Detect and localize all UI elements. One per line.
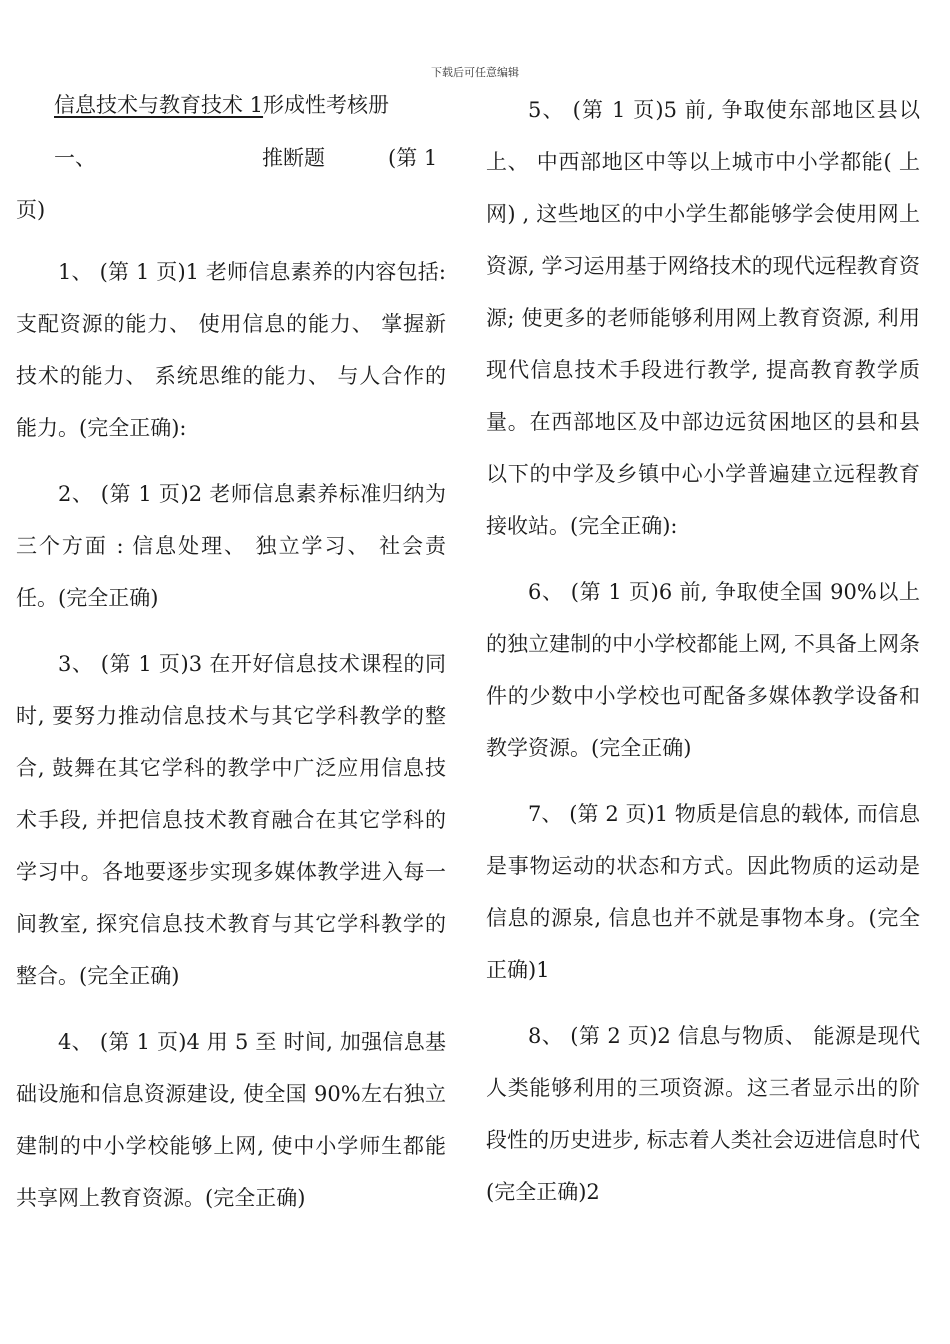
left-column [16, 84, 446, 1238]
section-page-a: (第 1 [388, 146, 438, 170]
question-item: 4、 (第 1 页)4 用 5 至 时间, 加强信息基础设施和信息资源建设, 使全国 90%左右独立建制的中小学校能够上网, 使中小学师生都能共享网上教育资源。(完全正确) [16, 1030, 446, 1210]
question-item: 8、 (第 2 页)2 信息与物质、 能源是现代人类能够利用的三项资源。这三者显示出的阶段性的历史进步, 标志着人类社会迈进信息时代(完全正确)2 [486, 1024, 920, 1204]
title-rest: 形成性考核册 [263, 93, 390, 117]
section-number: 一、 [54, 146, 96, 170]
page-header: 下载后可任意编辑 [431, 66, 519, 79]
question-item: 1、 (第 1 页)1 老师信息素养的内容包括: 支配资源的能力、 使用信息的能力、 掌握新技术的能力、 系统思维的能力、 与人合作的能力。(完全正确): [16, 260, 446, 440]
title-underlined: 信息技术与教育技术 1 [54, 93, 264, 117]
question-item: 2、 (第 1 页)2 老师信息素养标准归纳为三个方面 : 信息处理、 独立学习、 社会责任。(完全正确) [16, 482, 446, 610]
section-page-b: 页) [16, 198, 46, 222]
section-heading [16, 132, 446, 236]
document-title [54, 84, 446, 126]
question-item: 7、 (第 2 页)1 物质是信息的载体, 而信息是事物运动的状态和方式。因此物质的运动是信息的源泉, 信息也并不就是事物本身。(完全正确)1 [486, 802, 920, 982]
section-label: 推断题 [262, 146, 325, 170]
question-item: 6、 (第 1 页)6 前, 争取使全国 90%以上的独立建制的中小学校都能上网, 不具备上网条件的少数中小学校也可配备多媒体教学设备和教学资源。(完全正确) [486, 580, 920, 760]
question-item: 5、 (第 1 页)5 前, 争取使东部地区县以上、 中西部地区中等以上城市中小学都能( 上网) , 这些地区的中小学生都能够学会使用网上资源, 学习运用基于网络技术的现代远程教育资源; 使更多的老师能够利用网上教育资源, 利用现代信息技术手段进行教学, 提高教育教学质量。在西部地区及中部边远贫困地区的县和县以下的中学及乡镇中心小学普遍建立远程教育接收站。(完全正确): [486, 98, 920, 538]
right-column [486, 84, 920, 1232]
question-item: 3、 (第 1 页)3 在开好信息技术课程的同时, 要努力推动信息技术与其它学科教学的整合, 鼓舞在其它学科的教学中广泛应用信息技术手段, 并把信息技术教育融合在其它学科的学习中。各地要逐步实现多媒体教学进入每一间教室, 探究信息技术教育与其它学科教学的整合。(完全正确) [16, 652, 446, 988]
